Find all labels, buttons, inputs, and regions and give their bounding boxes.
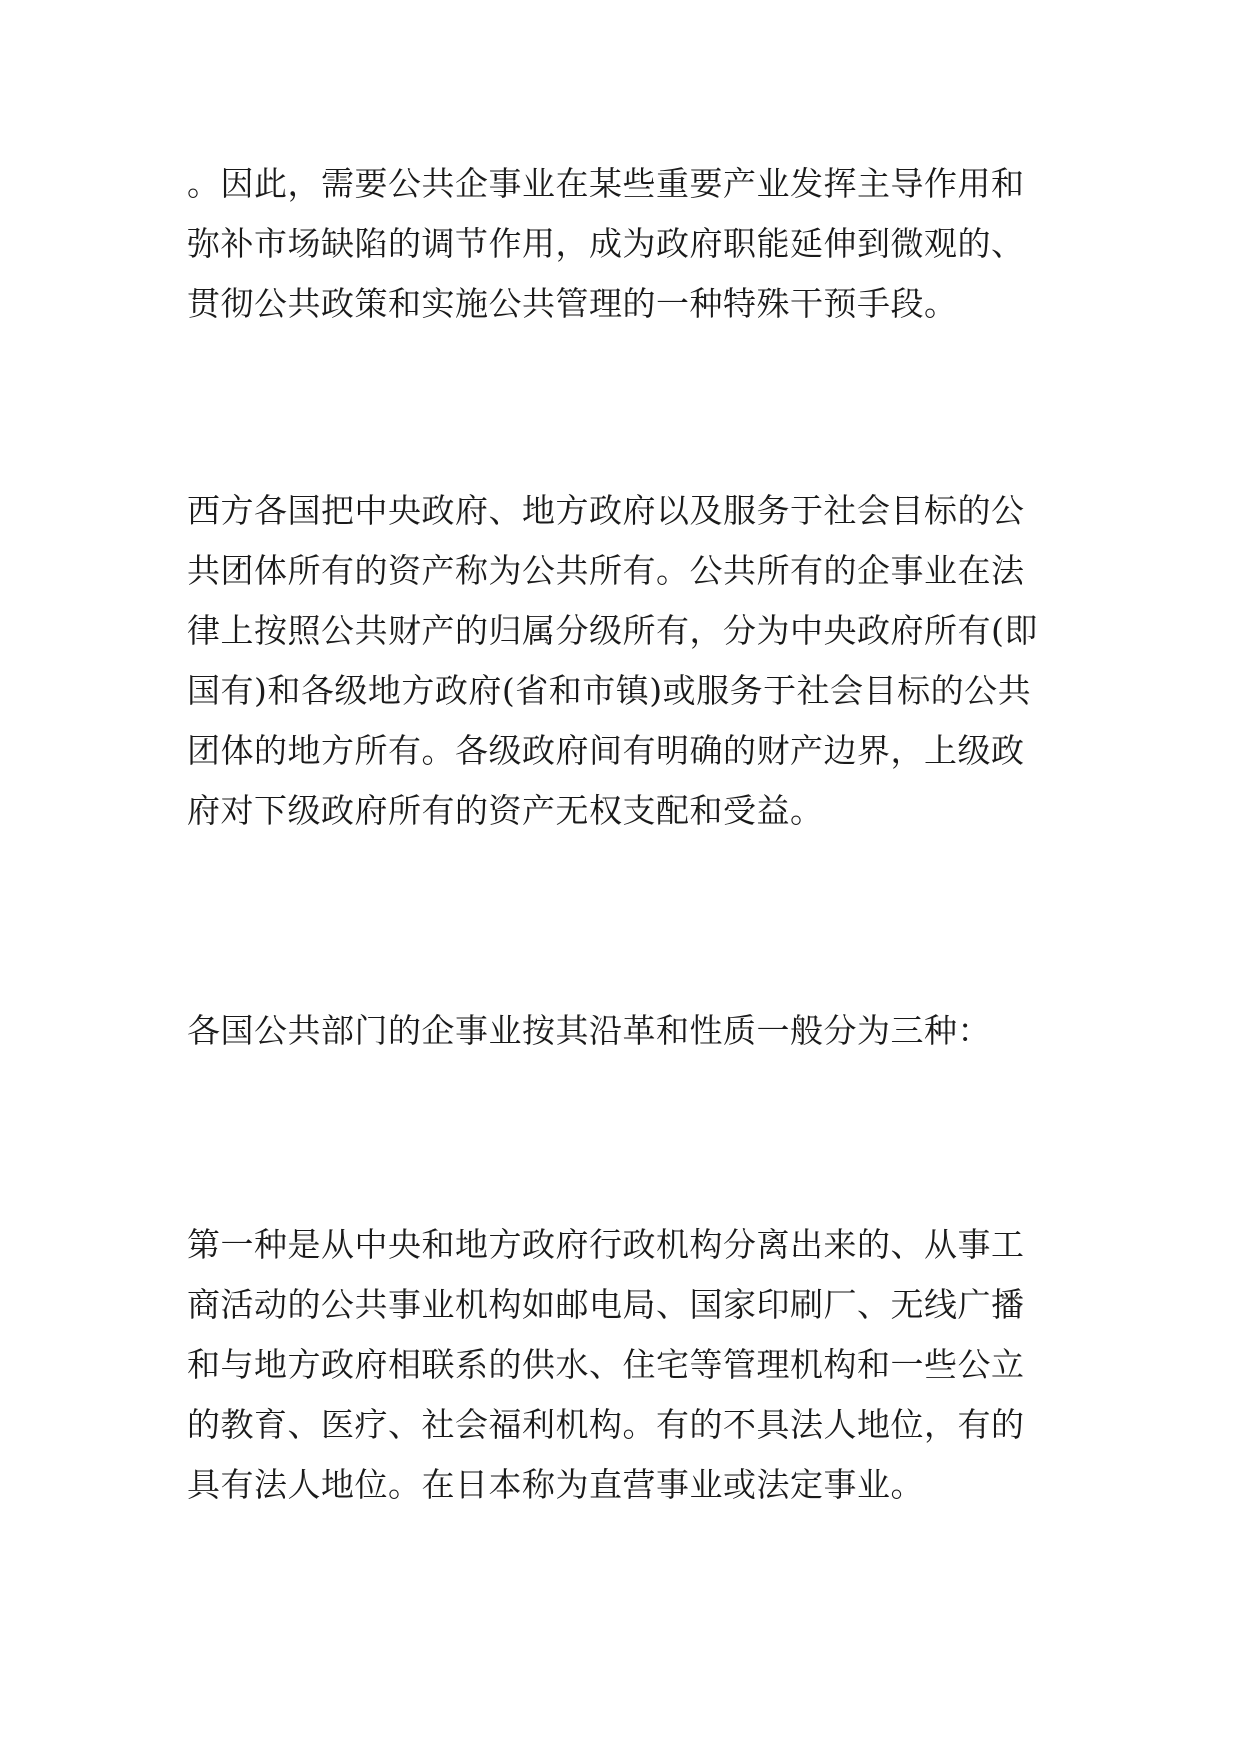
paragraph-3 (187, 1001, 1067, 1061)
paragraph-2 (187, 481, 1067, 841)
text-line: 团体的地方所有。各级政府间有明确的财产边界，上级政 (187, 731, 1025, 770)
text-line: 国有)和各级地方政府(省和市镇)或服务于社会目标的公共 (187, 671, 1032, 710)
text-line: 贯彻公共政策和实施公共管理的一种特殊干预手段。 (187, 284, 958, 323)
text-line: 和与地方政府相联系的供水、住宅等管理机构和一些公立 (187, 1345, 1025, 1384)
paragraph-1 (187, 154, 1067, 334)
text-line: 。因此，需要公共企事业在某些重要产业发挥主导作用和 (187, 164, 1025, 203)
text-line: 弥补市场缺陷的调节作用，成为政府职能延伸到微观的、 (187, 224, 1025, 263)
text-line: 西方各国把中央政府、地方政府以及服务于社会目标的公 (187, 491, 1025, 530)
text-line: 第一种是从中央和地方政府行政机构分离出来的、从事工 (187, 1225, 1025, 1264)
text-line: 律上按照公共财产的归属分级所有，分为中央政府所有(即 (187, 611, 1038, 650)
text-line: 共团体所有的资产称为公共所有。公共所有的企事业在法 (187, 551, 1025, 590)
text-line: 府对下级政府所有的资产无权支配和受益。 (187, 791, 824, 830)
paragraph-4 (187, 1215, 1067, 1515)
text-line: 各国公共部门的企事业按其沿革和性质一般分为三种： (187, 1011, 991, 1050)
text-line: 具有法人地位。在日本称为直营事业或法定事业。 (187, 1465, 924, 1504)
text-line: 的教育、医疗、社会福利机构。有的不具法人地位，有的 (187, 1405, 1025, 1444)
text-line: 商活动的公共事业机构如邮电局、国家印刷厂、无线广播 (187, 1285, 1025, 1324)
